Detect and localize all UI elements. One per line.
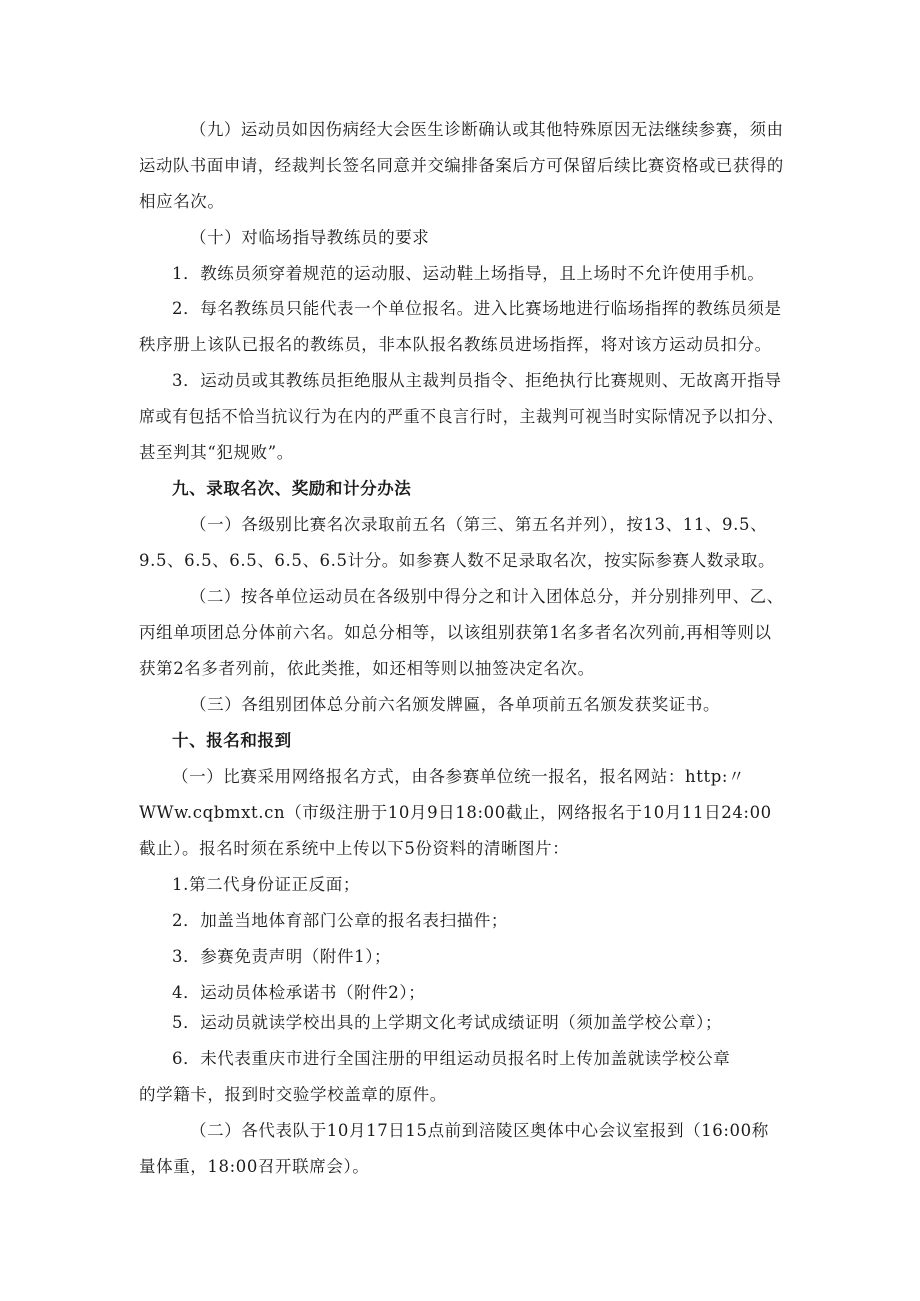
list-item: 5．运动员就读学校出具的上学期文化考试成绩证明（须加盖学校公章）；: [172, 1013, 723, 1032]
para-line: 9.5、6.5、6.5、6.5、6.5计分。如参赛人数不足录取名次，按实际参赛人数录取。: [139, 551, 776, 570]
section-heading: 九、录取名次、奖励和计分办法: [172, 479, 412, 498]
section-heading: 十、报名和报到: [172, 731, 292, 750]
para-line: 的学籍卡，报到时交验学校盖章的原件。: [139, 1085, 447, 1104]
para-line: （三）各组别团体总分前六名颁发牌匾，各单项前五名颁发获奖证书。: [190, 695, 721, 714]
para-line: 相应名次。: [139, 192, 225, 211]
para-line: 丙组单项团总分体前六名。如总分相等，以该组别获第1名多者名次列前,再相等则以: [139, 623, 772, 642]
para-line: 秩序册上该队已报名的教练员，非本队报名教练员进场指挥，将对该方运动员扣分。: [139, 335, 772, 354]
para-line: WWw.cqbmxt.cn（市级注册于10月9日18:00截止，网络报名于10月11日24:00: [139, 803, 772, 822]
list-item: 1.第二代身份证正反面；: [172, 875, 360, 894]
list-item: 1．教练员须穿着规范的运动服、运动鞋上场指导，且上场时不允许使用手机。: [172, 264, 765, 283]
para-line: 席或有包括不恰当抗议行为在内的严重不良言行时，主裁判可视当时实际情况予以扣分、: [139, 407, 784, 426]
para-line: 量体重，18:00召开联席会）。: [139, 1157, 370, 1176]
para-line: 获第2名多者列前，依此类推，如还相等则以抽签决定名次。: [139, 659, 595, 678]
para-line: （二）按各单位运动员在各级别中得分之和计入团体总分，并分别排列甲、乙、: [190, 587, 784, 606]
para-line: （九）运动员如因伤病经大会医生诊断确认或其他特殊原因无法继续参赛，须由: [190, 120, 784, 139]
para-line: （二）各代表队于10月17日15点前到涪陵区奥体中心会议室报到（16:00称: [190, 1121, 769, 1140]
para-line: （一）比赛采用网络报名方式，由各参赛单位统一报名，报名网站：http:〃: [172, 767, 746, 786]
list-item: 6．未代表重庆市进行全国注册的甲组运动员报名时上传加盖就读学校公章: [172, 1049, 731, 1068]
list-item: 3．参赛免责声明（附件1）；: [172, 947, 392, 966]
list-item: 2．每名教练员只能代表一个单位报名。进入比赛场地进行临场指挥的教练员须是: [172, 299, 782, 318]
para-line: （十）对临场指导教练员的要求: [190, 228, 430, 247]
list-item: 3．运动员或其教练员拒绝服从主裁判员指令、拒绝执行比赛规则、无故离开指导: [172, 371, 782, 390]
list-item: 4．运动员体检承诺书（附件2）；: [172, 983, 426, 1002]
list-item: 2．加盖当地体育部门公章的报名表扫描件；: [172, 911, 508, 930]
para-line: 运动队书面申请，经裁判长签名同意并交编排备案后方可保留后续比赛资格或已获得的: [139, 156, 784, 175]
para-line: 甚至判其“犯规败”。: [139, 443, 294, 462]
para-line: （一）各级别比赛名次录取前五名（第三、第五名并列），按13、11、9.5、: [190, 515, 768, 534]
para-line: 截止）。报名时须在系统中上传以下5份资料的清晰图片：: [139, 839, 570, 858]
